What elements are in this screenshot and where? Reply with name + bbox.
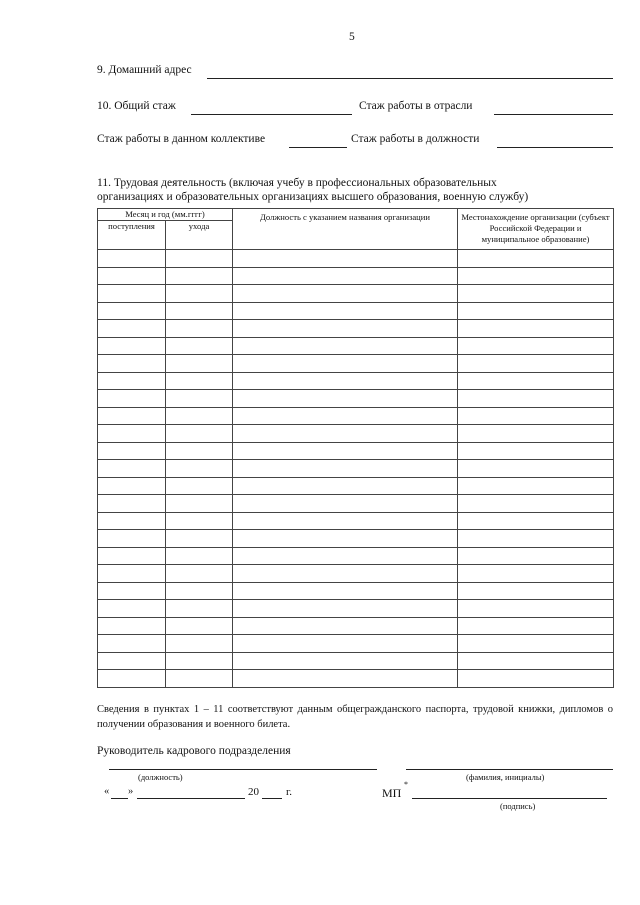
end-date-cell[interactable]	[166, 652, 233, 670]
end-date-cell[interactable]	[166, 547, 233, 565]
start-date-cell[interactable]	[98, 635, 166, 653]
location-cell[interactable]	[458, 425, 614, 443]
location-cell[interactable]	[458, 582, 614, 600]
start-date-cell[interactable]	[98, 617, 166, 635]
position-cell[interactable]	[233, 512, 458, 530]
start-date-cell[interactable]	[98, 302, 166, 320]
start-date-cell[interactable]	[98, 250, 166, 268]
end-date-cell[interactable]	[166, 495, 233, 513]
position-cell[interactable]	[233, 302, 458, 320]
table-row	[98, 530, 614, 548]
table-row	[98, 582, 614, 600]
hr-position-field[interactable]	[109, 769, 377, 770]
start-date-cell[interactable]	[98, 495, 166, 513]
position-cell[interactable]	[233, 635, 458, 653]
end-date-cell[interactable]	[166, 372, 233, 390]
table-row	[98, 250, 614, 268]
location-cell[interactable]	[458, 565, 614, 583]
page-number: 5	[349, 31, 355, 43]
date-close-quote: »	[128, 786, 134, 797]
position-cell[interactable]	[233, 355, 458, 373]
table-row	[98, 337, 614, 355]
position-caption: (должность)	[138, 772, 183, 782]
table-row	[98, 425, 614, 443]
position-cell[interactable]	[233, 320, 458, 338]
address-label: 9. Домашний адрес	[97, 64, 192, 76]
position-cell[interactable]	[233, 425, 458, 443]
location-cell[interactable]	[458, 285, 614, 303]
name-caption: (фамилия, инициалы)	[466, 772, 545, 782]
start-date-cell[interactable]	[98, 267, 166, 285]
position-cell[interactable]	[233, 670, 458, 688]
table-row	[98, 565, 614, 583]
table-row	[98, 302, 614, 320]
location-cell[interactable]	[458, 530, 614, 548]
table-row	[98, 407, 614, 425]
location-cell[interactable]	[458, 320, 614, 338]
location-cell[interactable]	[458, 337, 614, 355]
table-row	[98, 617, 614, 635]
start-date-cell[interactable]	[98, 670, 166, 688]
date-open-quote: «	[104, 786, 110, 797]
table-row	[98, 512, 614, 530]
end-date-cell[interactable]	[166, 250, 233, 268]
stamp-mark: *	[404, 780, 408, 789]
position-cell[interactable]	[233, 652, 458, 670]
start-date-cell[interactable]	[98, 600, 166, 618]
table-row	[98, 600, 614, 618]
end-date-cell[interactable]	[166, 670, 233, 688]
position-cell[interactable]	[233, 267, 458, 285]
start-date-cell[interactable]	[98, 512, 166, 530]
table-row	[98, 267, 614, 285]
position-cell[interactable]	[233, 285, 458, 303]
position-cell[interactable]	[233, 460, 458, 478]
table-row	[98, 670, 614, 688]
start-date-cell[interactable]	[98, 355, 166, 373]
hr-head-title: Руководитель кадрового подразделения	[97, 745, 291, 757]
start-date-cell[interactable]	[98, 547, 166, 565]
date-year-field[interactable]	[262, 798, 282, 799]
end-date-cell[interactable]	[166, 565, 233, 583]
header-date: Месяц и год (мм.гггг)	[98, 209, 233, 221]
location-cell[interactable]	[458, 302, 614, 320]
table-row	[98, 372, 614, 390]
table-row	[98, 285, 614, 303]
end-date-cell[interactable]	[166, 617, 233, 635]
start-date-cell[interactable]	[98, 460, 166, 478]
table-row	[98, 495, 614, 513]
table-row	[98, 320, 614, 338]
position-experience-field[interactable]	[497, 147, 613, 148]
position-cell[interactable]	[233, 495, 458, 513]
start-date-cell[interactable]	[98, 530, 166, 548]
start-date-cell[interactable]	[98, 407, 166, 425]
position-cell[interactable]	[233, 547, 458, 565]
header-location: Местонахождение организации (субъект Российской Федерации и муниципальное образование)	[458, 209, 614, 250]
start-date-cell[interactable]	[98, 425, 166, 443]
location-cell[interactable]	[458, 670, 614, 688]
industry-experience-label: Стаж работы в отрасли	[359, 100, 473, 112]
location-cell[interactable]	[458, 547, 614, 565]
position-cell[interactable]	[233, 390, 458, 408]
position-cell[interactable]	[233, 600, 458, 618]
table-row	[98, 547, 614, 565]
location-cell[interactable]	[458, 407, 614, 425]
position-cell[interactable]	[233, 565, 458, 583]
table-row	[98, 652, 614, 670]
end-date-cell[interactable]	[166, 425, 233, 443]
end-date-cell[interactable]	[166, 390, 233, 408]
stamp-label: МП	[382, 786, 402, 800]
start-date-cell[interactable]	[98, 320, 166, 338]
header-position: Должность с указанием названия организации	[233, 209, 458, 250]
position-cell[interactable]	[233, 582, 458, 600]
start-date-cell[interactable]	[98, 390, 166, 408]
signature-caption: (подпись)	[500, 801, 536, 811]
end-date-cell[interactable]	[166, 285, 233, 303]
employment-heading-line1: 11. Трудовая деятельность (включая учебу в профессиональных образовательных	[97, 177, 497, 189]
position-cell[interactable]	[233, 477, 458, 495]
location-cell[interactable]	[458, 495, 614, 513]
location-cell[interactable]	[458, 512, 614, 530]
location-cell[interactable]	[458, 635, 614, 653]
position-cell[interactable]	[233, 617, 458, 635]
location-cell[interactable]	[458, 460, 614, 478]
position-cell[interactable]	[233, 530, 458, 548]
position-cell[interactable]	[233, 407, 458, 425]
end-date-cell[interactable]	[166, 530, 233, 548]
employment-table	[97, 208, 614, 688]
total-experience-label: 10. Общий стаж	[97, 100, 176, 112]
end-date-cell[interactable]	[166, 477, 233, 495]
end-date-cell[interactable]	[166, 442, 233, 460]
start-date-cell[interactable]	[98, 337, 166, 355]
location-cell[interactable]	[458, 267, 614, 285]
start-date-cell[interactable]	[98, 372, 166, 390]
start-date-cell[interactable]	[98, 477, 166, 495]
end-date-cell[interactable]	[166, 512, 233, 530]
total-experience-field[interactable]	[191, 114, 352, 115]
end-date-cell[interactable]	[166, 635, 233, 653]
end-date-cell[interactable]	[166, 302, 233, 320]
year-prefix: 20	[248, 786, 259, 798]
table-row	[98, 460, 614, 478]
location-cell[interactable]	[458, 477, 614, 495]
collective-experience-label: Стаж работы в данном коллективе	[97, 133, 266, 145]
position-cell[interactable]	[233, 250, 458, 268]
end-date-cell[interactable]	[166, 600, 233, 618]
end-date-cell[interactable]	[166, 460, 233, 478]
start-date-cell[interactable]	[98, 565, 166, 583]
start-date-cell[interactable]	[98, 652, 166, 670]
end-date-cell[interactable]	[166, 337, 233, 355]
table-row	[98, 390, 614, 408]
location-cell[interactable]	[458, 442, 614, 460]
position-cell[interactable]	[233, 372, 458, 390]
statement-text: Сведения в пунктах 1 – 11 соответствуют данным общегражданского паспорта, трудовой книжки, дипломов о получении образования и военного билета.	[97, 704, 613, 730]
table-row	[98, 635, 614, 653]
location-cell[interactable]	[458, 390, 614, 408]
start-date-cell[interactable]	[98, 582, 166, 600]
position-cell[interactable]	[233, 442, 458, 460]
position-cell[interactable]	[233, 337, 458, 355]
date-day-field[interactable]	[111, 798, 128, 799]
location-cell[interactable]	[458, 355, 614, 373]
position-experience-label: Стаж работы в должности	[351, 133, 480, 145]
signature-field[interactable]	[412, 798, 607, 799]
table-row	[98, 477, 614, 495]
end-date-cell[interactable]	[166, 407, 233, 425]
date-month-field[interactable]	[137, 798, 245, 799]
location-cell[interactable]	[458, 617, 614, 635]
start-date-cell[interactable]	[98, 442, 166, 460]
end-date-cell[interactable]	[166, 320, 233, 338]
table-row	[98, 355, 614, 373]
start-date-cell[interactable]	[98, 285, 166, 303]
location-cell[interactable]	[458, 652, 614, 670]
location-cell[interactable]	[458, 600, 614, 618]
address-field[interactable]	[207, 78, 613, 79]
industry-experience-field[interactable]	[494, 114, 613, 115]
end-date-cell[interactable]	[166, 267, 233, 285]
location-cell[interactable]	[458, 372, 614, 390]
year-suffix: г.	[286, 786, 293, 798]
header-end: ухода	[166, 221, 233, 250]
location-cell[interactable]	[458, 250, 614, 268]
end-date-cell[interactable]	[166, 355, 233, 373]
end-date-cell[interactable]	[166, 582, 233, 600]
header-start: поступления	[98, 221, 166, 250]
collective-experience-field[interactable]	[289, 147, 347, 148]
table-row	[98, 442, 614, 460]
hr-name-field[interactable]	[406, 769, 613, 770]
employment-heading-line2: организациях и образовательных организациях высшего образования, военную службу)	[97, 191, 529, 203]
